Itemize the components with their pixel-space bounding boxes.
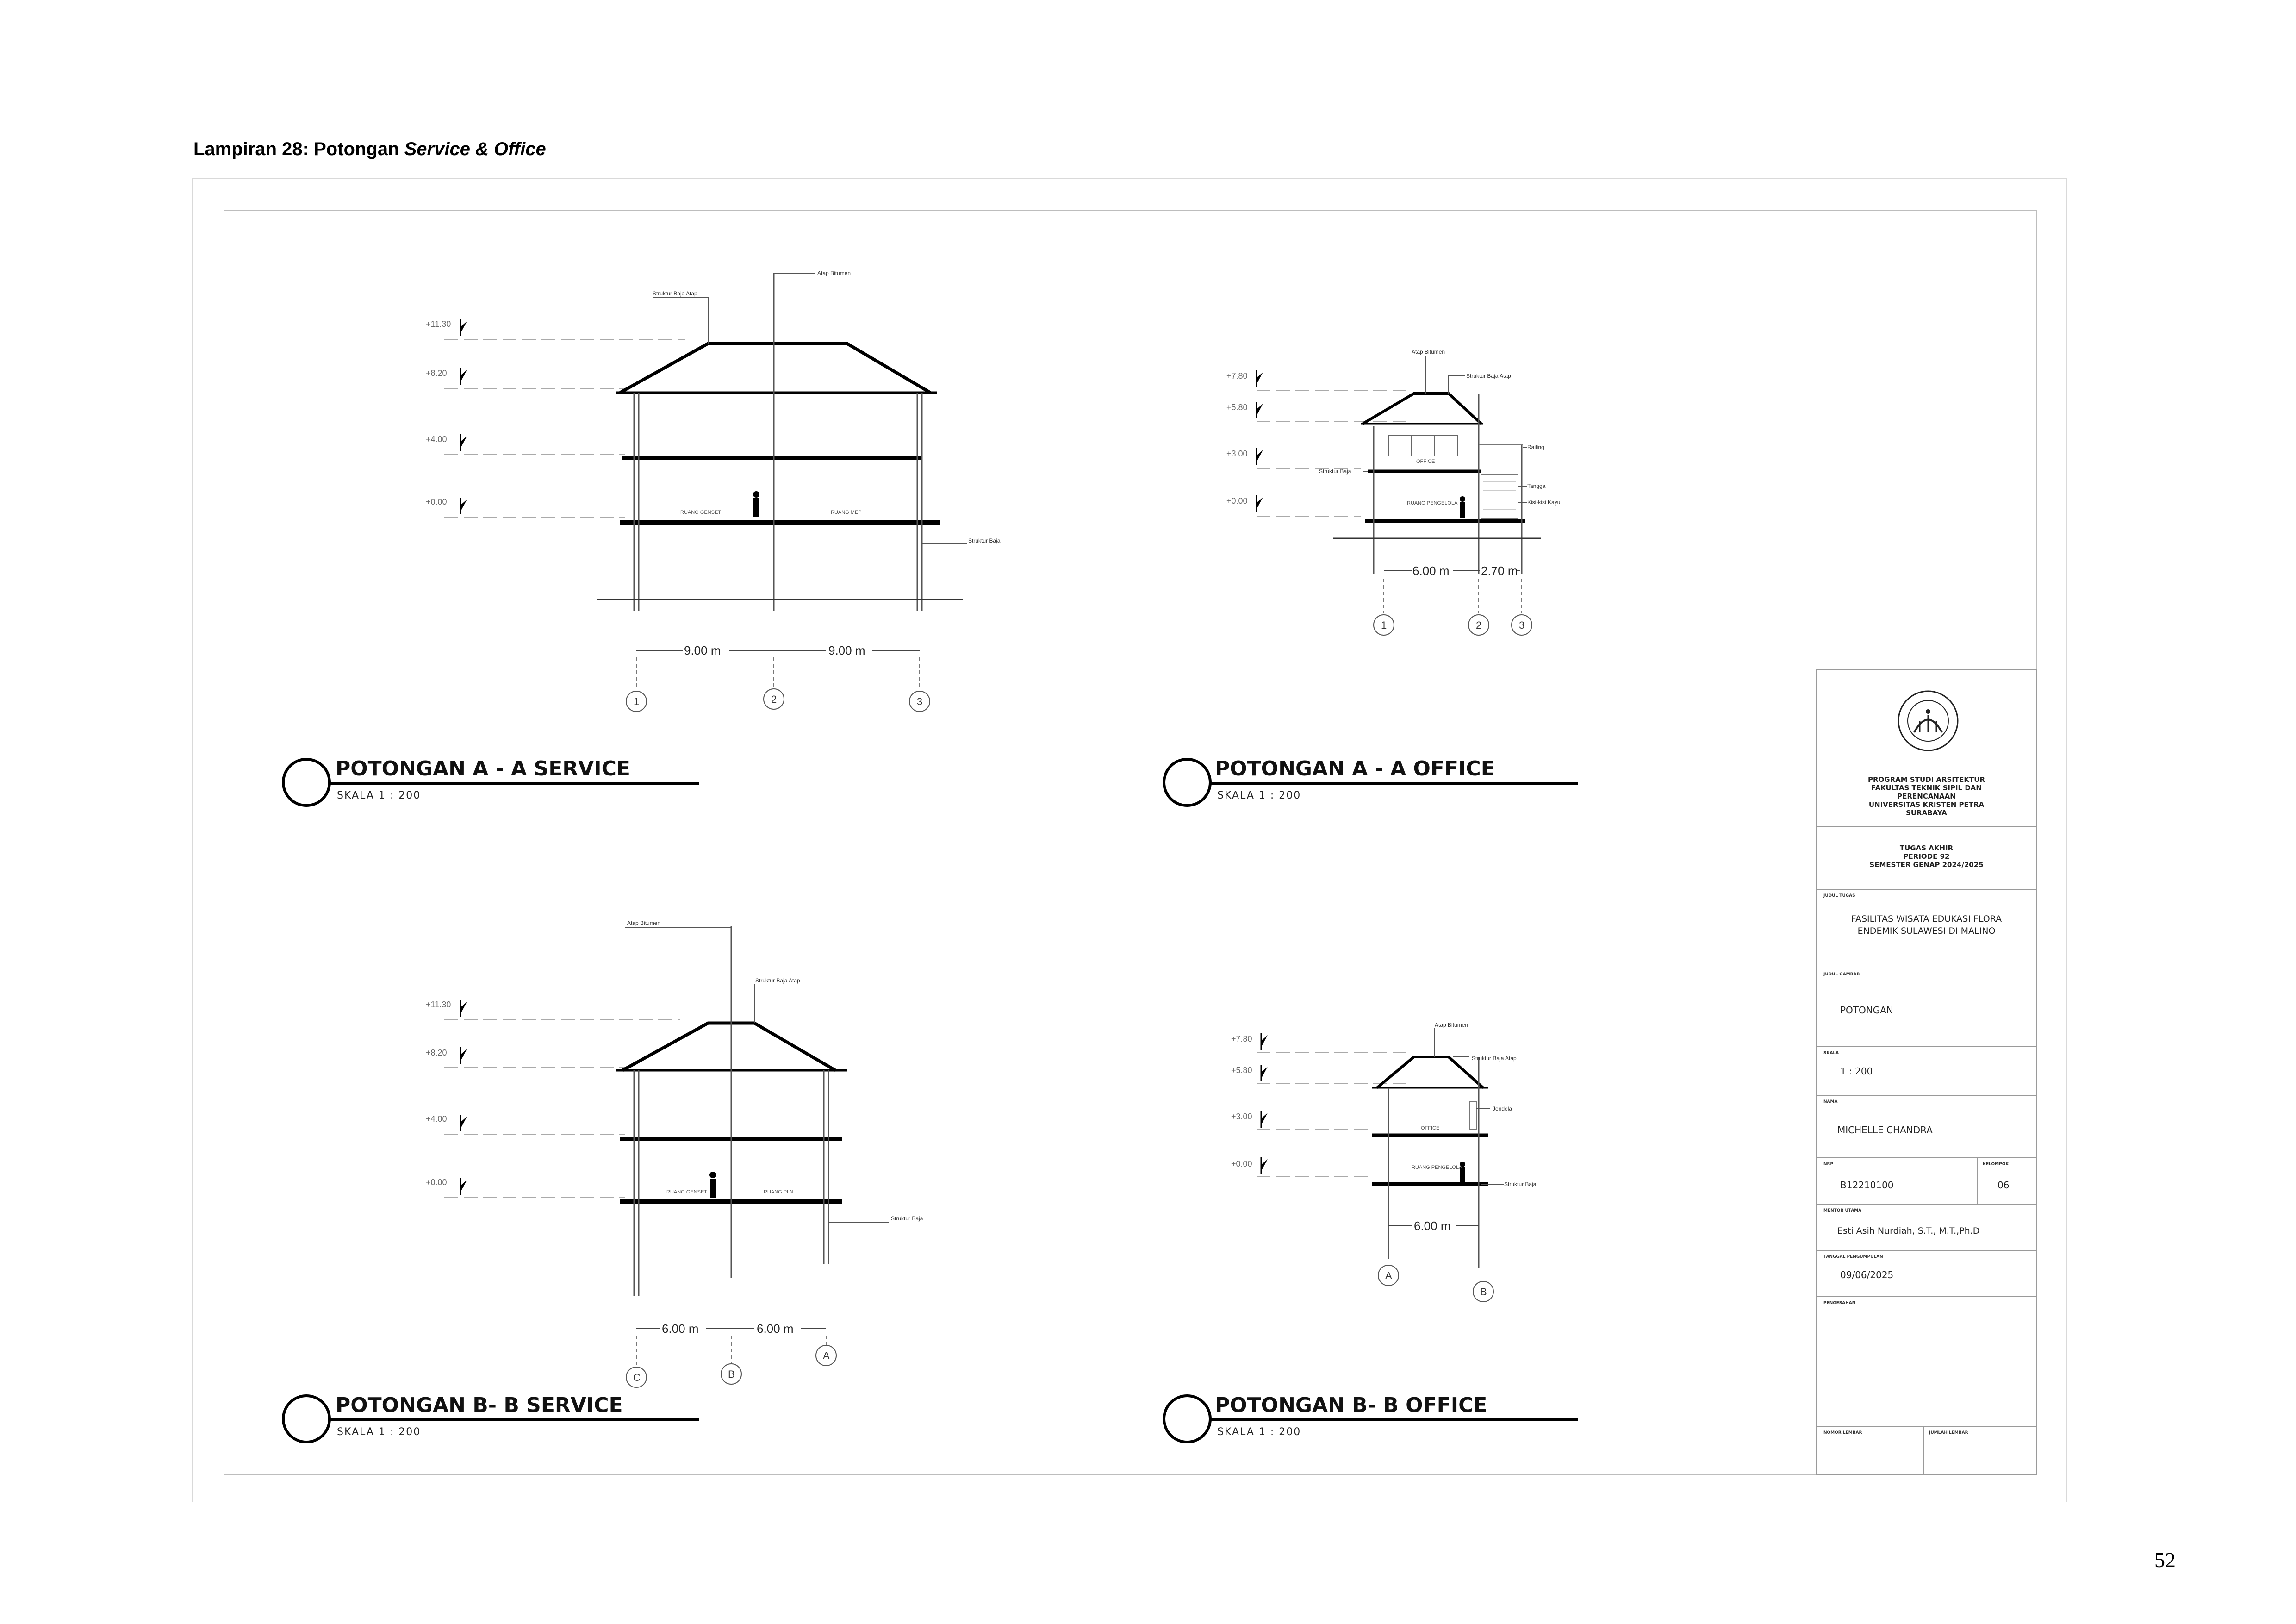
field-label: NOMOR LEMBAR bbox=[1823, 1430, 1862, 1435]
field-label: NRP bbox=[1823, 1162, 1834, 1167]
section-aa-service bbox=[283, 270, 1001, 806]
caption-italic: Service & Office bbox=[404, 139, 546, 159]
level-label: +4.00 bbox=[426, 1114, 447, 1124]
skala-cell bbox=[1817, 1047, 2036, 1096]
level-label: +5.80 bbox=[1226, 403, 1248, 412]
dimension-label: 9.00 m bbox=[684, 643, 721, 657]
section-bb-office bbox=[1164, 1022, 1578, 1442]
caption-prefix: Lampiran 28: Potongan bbox=[193, 139, 404, 159]
field-label: NAMA bbox=[1823, 1099, 1838, 1104]
annotation: Atap Bitumen bbox=[817, 270, 851, 276]
mentor-cell bbox=[1817, 1205, 2036, 1251]
judul-gambar-value: POTONGAN bbox=[1840, 1005, 1893, 1016]
level-label: +8.20 bbox=[426, 369, 447, 378]
grid-label: 3 bbox=[1519, 619, 1525, 631]
field-label: MENTOR UTAMA bbox=[1823, 1208, 1862, 1213]
room-label: RUANG PENGELOLA bbox=[1407, 500, 1458, 506]
level-label: +0.00 bbox=[426, 497, 447, 506]
level-label: +3.00 bbox=[1226, 449, 1248, 458]
grid-label: 3 bbox=[917, 696, 923, 707]
tanggal-cell bbox=[1817, 1251, 2036, 1297]
room-label: OFFICE bbox=[1421, 1125, 1440, 1131]
level-label: +0.00 bbox=[1226, 496, 1248, 506]
annotation: Struktur Baja bbox=[968, 537, 1001, 544]
institution-line: PERENCANAAN bbox=[1897, 792, 1956, 800]
level-label: +5.80 bbox=[1231, 1066, 1252, 1075]
annotation: Atap Bitumen bbox=[1412, 349, 1445, 355]
dimension-label: 6.00 m bbox=[1414, 1219, 1451, 1233]
view-title: POTONGAN B- B OFFICE bbox=[1215, 1393, 1487, 1417]
field-label: SKALA bbox=[1823, 1051, 1839, 1056]
nama-cell bbox=[1817, 1096, 2036, 1158]
course-line: SEMESTER GENAP 2024/2025 bbox=[1869, 861, 1984, 869]
room-label: RUANG GENSET bbox=[680, 510, 722, 515]
view-scale: SKALA 1 : 200 bbox=[337, 1426, 421, 1438]
level-label: +3.00 bbox=[1231, 1112, 1252, 1121]
view-title: POTONGAN A - A OFFICE bbox=[1215, 757, 1495, 781]
level-label: +8.20 bbox=[426, 1048, 447, 1057]
annotation: Tangga bbox=[1527, 483, 1546, 489]
level-label: +4.00 bbox=[426, 435, 447, 444]
nrp-value: B12210100 bbox=[1840, 1180, 1894, 1191]
annotation: Struktur Baja bbox=[1319, 468, 1351, 475]
grid-label: A bbox=[823, 1350, 830, 1362]
section-aa-office bbox=[1164, 349, 1578, 806]
room-label: RUANG MEP bbox=[831, 510, 862, 515]
institution-cell bbox=[1817, 670, 2036, 827]
field-label: KELOMPOK bbox=[1983, 1162, 2009, 1167]
level-label: +0.00 bbox=[426, 1178, 447, 1187]
room-label: RUANG PLN bbox=[764, 1189, 794, 1195]
view-scale: SKALA 1 : 200 bbox=[1217, 1426, 1301, 1438]
university-seal-logo bbox=[1896, 688, 1960, 753]
course-cell bbox=[1817, 827, 2036, 890]
annotation: Kisi-kisi Kayu bbox=[1527, 499, 1561, 506]
annotation: Struktur Baja Atap bbox=[653, 290, 697, 297]
annotation: Jendela bbox=[1493, 1106, 1512, 1112]
dimension-label: 6.00 m bbox=[662, 1322, 699, 1336]
dimension-label: 9.00 m bbox=[828, 643, 865, 657]
institution-line: UNIVERSITAS KRISTEN PETRA bbox=[1868, 800, 1985, 809]
annotation: Struktur Baja Atap bbox=[1472, 1055, 1517, 1062]
judul-gambar-cell bbox=[1817, 968, 2036, 1047]
judul-tugas-line: ENDEMIK SULAWESI DI MALINO bbox=[1857, 926, 1996, 936]
pengesahan-cell bbox=[1817, 1297, 2036, 1427]
level-label: +0.00 bbox=[1231, 1159, 1252, 1168]
view-scale: SKALA 1 : 200 bbox=[1217, 790, 1301, 801]
grid-label: C bbox=[633, 1372, 641, 1383]
grid-label: B bbox=[728, 1368, 735, 1380]
field-label: JUDUL GAMBAR bbox=[1823, 972, 1860, 977]
mentor-value: Esti Asih Nurdiah, S.T., M.T.,Ph.D bbox=[1837, 1226, 1980, 1236]
view-scale: SKALA 1 : 200 bbox=[337, 790, 421, 801]
level-label: +7.80 bbox=[1226, 371, 1248, 381]
level-label: +7.80 bbox=[1231, 1034, 1252, 1043]
judul-tugas-cell bbox=[1817, 890, 2036, 968]
room-label: OFFICE bbox=[1416, 459, 1435, 464]
field-label: JUDUL TUGAS bbox=[1823, 893, 1855, 898]
tanggal-value: 09/06/2025 bbox=[1840, 1269, 1894, 1280]
nrp-cell bbox=[1817, 1158, 2036, 1205]
grid-label: 2 bbox=[1476, 619, 1482, 631]
level-label: +11.30 bbox=[426, 319, 451, 329]
annotation: Struktur Baja Atap bbox=[755, 977, 800, 984]
field-label: TANGGAL PENGUMPULAN bbox=[1823, 1255, 1883, 1259]
title-block bbox=[1816, 669, 2037, 1475]
view-title: POTONGAN A - A SERVICE bbox=[336, 757, 630, 781]
annotation: Struktur Baja bbox=[891, 1215, 923, 1222]
field-label: JUMLAH LEMBAR bbox=[1929, 1430, 1968, 1435]
annotation: Struktur Baja bbox=[1504, 1181, 1537, 1187]
annotation: Struktur Baja Atap bbox=[1466, 373, 1511, 379]
dimension-label: 2.70 m bbox=[1481, 564, 1518, 578]
grid-label: 1 bbox=[1381, 619, 1387, 631]
annotation: Atap Bitumen bbox=[1435, 1022, 1468, 1028]
kelompok-value: 06 bbox=[1997, 1180, 2010, 1191]
view-title: POTONGAN B- B SERVICE bbox=[336, 1393, 623, 1417]
grid-label: A bbox=[1385, 1270, 1392, 1281]
level-label: +11.30 bbox=[426, 1000, 451, 1009]
page-number: 52 bbox=[2154, 1548, 2176, 1572]
annotation: Railing bbox=[1527, 444, 1544, 450]
grid-label: 2 bbox=[771, 693, 777, 705]
section-bb-service bbox=[283, 920, 923, 1442]
dimension-label: 6.00 m bbox=[757, 1322, 794, 1336]
dimension-label: 6.00 m bbox=[1412, 564, 1450, 578]
institution-line: SURABAYA bbox=[1906, 809, 1947, 817]
annotation: Atap Bitumen bbox=[627, 920, 661, 926]
judul-tugas-line: FASILITAS WISATA EDUKASI FLORA bbox=[1851, 914, 2002, 924]
lembar-cell bbox=[1817, 1427, 2036, 1474]
institution-line: PROGRAM STUDI ARSITEKTUR bbox=[1868, 775, 1985, 784]
grid-label: 1 bbox=[634, 696, 640, 707]
field-label: PENGESAHAN bbox=[1823, 1301, 1856, 1305]
room-label: RUANG PENGELOLA bbox=[1412, 1165, 1462, 1170]
grid-label: B bbox=[1480, 1286, 1487, 1298]
nama-value: MICHELLE CHANDRA bbox=[1837, 1124, 1933, 1136]
room-label: RUANG GENSET bbox=[666, 1189, 708, 1195]
institution-line: FAKULTAS TEKNIK SIPIL DAN bbox=[1871, 784, 1982, 792]
skala-value: 1 : 200 bbox=[1840, 1066, 1873, 1077]
course-line: TUGAS AKHIR bbox=[1899, 844, 1954, 852]
course-line: PERIODE 92 bbox=[1903, 852, 1950, 861]
